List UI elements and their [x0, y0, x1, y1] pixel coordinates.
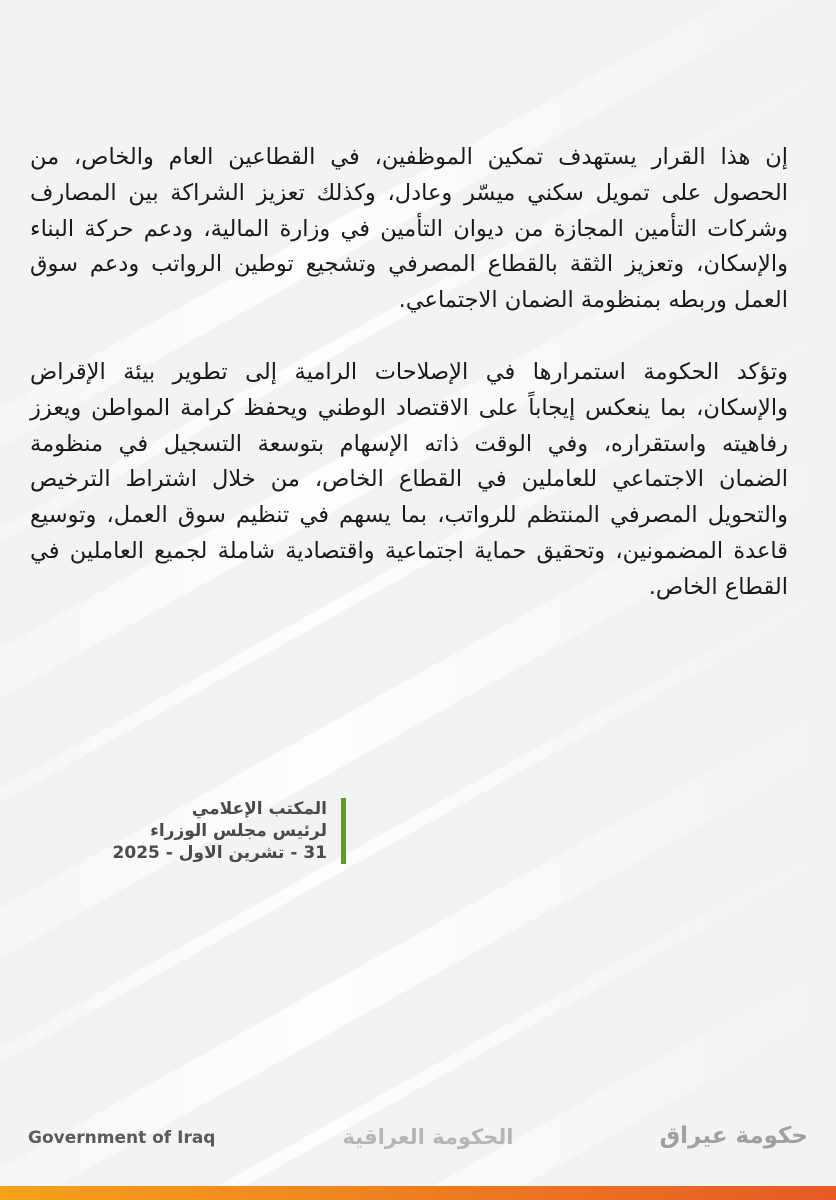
footer-arabic-name: الحكومة العراقية [342, 1125, 514, 1149]
footer [0, 1125, 836, 1161]
signature-date: 31 - تشرين الاول - 2025 [112, 843, 327, 863]
signature-title: لرئيس مجلس الوزراء [150, 821, 327, 841]
footer-english-name: Government of Iraq [28, 1128, 216, 1148]
government-logo: حكومة عيراق [659, 1123, 808, 1149]
signature-block [47, 798, 346, 864]
statement-body [30, 140, 788, 642]
signature-office: المكتب الإعلامي [191, 799, 327, 819]
statement-paragraph-2: وتؤكد الحكومة استمرارها في الإصلاحات الرامية إلى تطوير بيئة الإقراض والإسكان، بما ينعكس إيجاباً على الاقتصاد الوطني ويحفظ كرامة المواطن ويعزز رفاهيته واستقراره، وفي الوقت ذاته الإسهام بتوسعة التسجيل في منظومة الضمان الاجتماعي للعاملين في القطاع الخاص، من خلال اشتراط الترخيص والتحويل المصرفي المنتظم للرواتب، بما يسهم في تنظيم سوق العمل، وتوسيع قاعدة المضمونين، وتحقيق حماية اجتماعية واقتصادية شاملة لجميع العاملين في القطاع الخاص. [30, 358, 788, 600]
statement-paragraph-1: إن هذا القرار يستهدف تمكين الموظفين، في القطاعين العام والخاص، من الحصول على تمويل سكني ميسّر وعادل، وكذلك تعزيز الشراكة بين المصارف وشركات التأمين المجازة من ديوان التأمين في وزارة المالية، ودعم حركة البناء والإسكان، وتعزيز الثقة بالقطاع المصرفي وتشجيع توطين الرواتب ودعم سوق العمل وربطه بمنظومة الضمان الاجتماعي. [30, 144, 788, 314]
footer-accent-bar [0, 1186, 836, 1200]
